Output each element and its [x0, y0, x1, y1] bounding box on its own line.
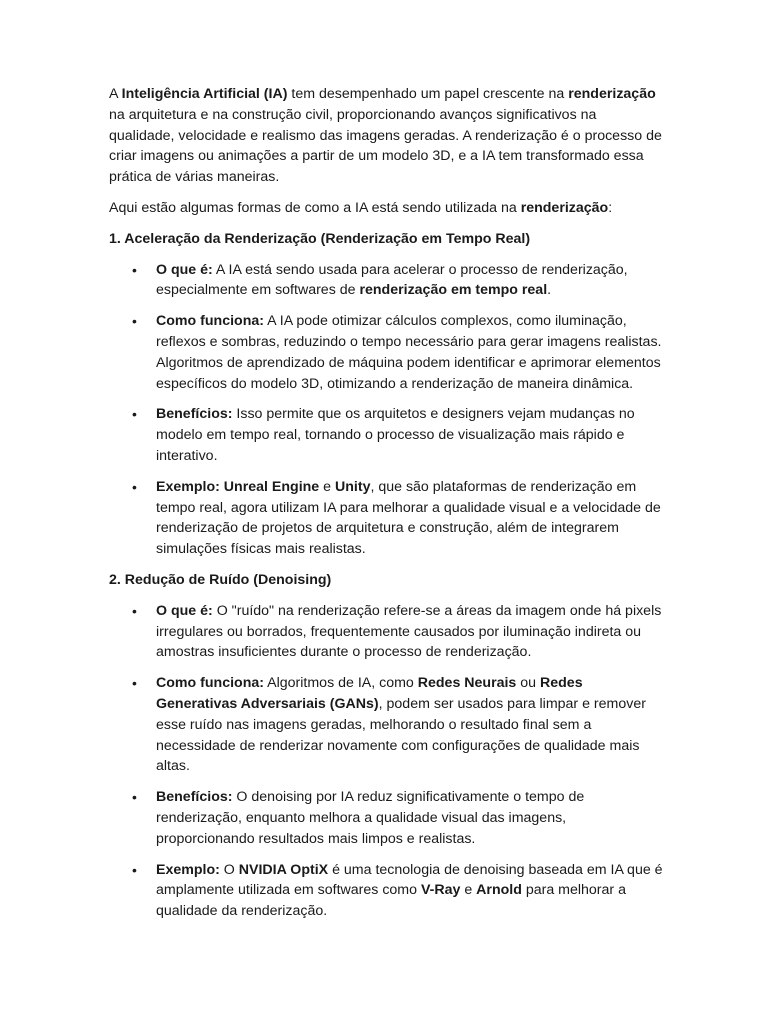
section-heading-1: 1. Aceleração da Renderização (Renderização em Tempo Real): [109, 230, 531, 247]
bullet-item: [109, 477, 664, 560]
bullet-dot-icon: •: [132, 789, 137, 806]
text-run: A IA pode otimizar cálculos complexos, como iluminação, reflexos e sombras, reduzindo o tempo necessário para gerar imagens realistas. Algoritmos de aprendizado de máquina podem identificar e aprimorar elementos específicos do modelo 3D, otimizando a renderização de maneira dinâmica.: [156, 313, 662, 392]
text-run: , que são plataformas de renderização em tempo real, agora utilizam IA para melhorar a qualidade visual e a velocidade de renderização de projetos de arquitetura e construção, além de integrarem simulações físicas mais realistas.: [156, 478, 661, 558]
bullet-item: [109, 311, 664, 394]
bullet-text: [156, 406, 635, 464]
text-run: e: [460, 882, 477, 899]
bullet-text: [156, 262, 628, 299]
bullet-text: [156, 862, 663, 920]
bold-text-run: renderização: [568, 86, 656, 102]
bold-text-run: Exemplo:: [156, 861, 220, 878]
bold-text-run: renderização em tempo real: [359, 282, 548, 299]
bullet-text: [156, 675, 646, 774]
text-run: O: [219, 861, 239, 878]
text-run: A: [109, 86, 122, 102]
bullet-dot-icon: •: [132, 313, 137, 330]
bold-text-run: Como funciona:: [156, 313, 264, 330]
intro-paragraph-1: [109, 84, 664, 188]
text-run: O "ruído" na renderização refere-se a áreas da imagem onde há pixels irregulares ou borrados, frequentemente causados por iluminação indireta ou amostras insuficientes durante o processo de renderização.: [156, 602, 662, 661]
bullet-item: [109, 404, 664, 466]
text-run: na arquitetura e na construção civil, proporcionando avanços significativos na qualidade, velocidade e realismo das imagens geradas. A renderização é o processo de criar imagens ou animações a partir de um modelo 3D, e a IA tem transformado essa prática de várias maneiras.: [109, 106, 662, 186]
bullet-dot-icon: •: [132, 261, 137, 278]
bullet-text: [156, 789, 584, 847]
text-run: :: [608, 199, 613, 216]
text-run: , podem ser usados para limpar e remover esse ruído nas imagens geradas, melhorando o resultado final sem a necessidade de renderizar novamente com configurações de qualidade mais altas.: [156, 695, 646, 775]
bold-text-run: Como funciona:: [156, 675, 264, 692]
bold-text-run: renderização: [520, 199, 609, 216]
bullet-dot-icon: •: [132, 406, 137, 423]
text-run: Algoritmos de IA, como: [263, 675, 418, 692]
bullet-item: [109, 673, 664, 777]
bullet-dot-icon: •: [132, 602, 137, 619]
bold-text-run: Benefícios:: [156, 789, 233, 806]
section-2-bullet-list: [109, 601, 664, 922]
bold-text-run: Inteligência Artificial (IA): [121, 86, 288, 102]
bullet-dot-icon: •: [132, 478, 137, 495]
section-heading-2: 2. Redução de Ruído (Denoising): [109, 571, 332, 588]
bullet-dot-icon: •: [132, 861, 137, 878]
text-run: para melhorar a qualidade da renderização.: [156, 882, 626, 920]
section-1-bullet-list: [109, 260, 664, 560]
bullet-item: [109, 260, 664, 302]
bullet-item: [109, 601, 664, 663]
text-run: A IA está sendo usada para acelerar o processo de renderização, especialmente em softwares de: [156, 261, 628, 299]
bold-text-run: Benefícios:: [156, 406, 233, 423]
bold-text-run: O que é:: [156, 261, 213, 278]
text-run: O denoising por IA reduz significativamente o tempo de renderização, enquanto melhora a qualidade visual das imagens, proporcionando resultados mais limpos e realistas.: [156, 789, 585, 847]
document-page: [109, 84, 664, 932]
bullet-text: [156, 603, 661, 661]
bullet-item: [109, 860, 664, 922]
bold-text-run: V-Ray: [420, 882, 461, 899]
bold-text-run: Arnold: [476, 882, 522, 899]
bold-text-run: O que é:: [156, 602, 213, 619]
text-run: Isso permite que os arquitetos e designers vejam mudanças no modelo em tempo real, tornando o processo de visualização mais rápido e interativo.: [156, 406, 635, 464]
bullet-item: [109, 787, 664, 849]
text-run: tem desempenhado um papel crescente na: [287, 86, 569, 102]
bold-text-run: Redes Neurais: [417, 675, 517, 692]
text-run: ou: [516, 675, 540, 692]
text-run: é uma tecnologia de denoising baseada em IA que é amplamente utilizada em softwares como: [156, 861, 663, 899]
bullet-text: [156, 479, 661, 557]
bold-text-run: Unity: [334, 478, 371, 495]
bold-text-run: NVIDIA OptiX: [238, 861, 329, 878]
text-run: Aqui estão algumas formas de como a IA está sendo utilizada na: [109, 199, 521, 216]
text-run: .: [547, 282, 552, 299]
bold-text-run: Exemplo: Unreal Engine: [156, 478, 320, 495]
bullet-text: [156, 313, 662, 391]
bold-text-run: Redes Generativas Adversariais (GANs): [156, 675, 583, 712]
bullet-dot-icon: •: [132, 675, 137, 692]
intro-paragraph-2: [109, 198, 664, 219]
text-run: e: [319, 478, 335, 495]
